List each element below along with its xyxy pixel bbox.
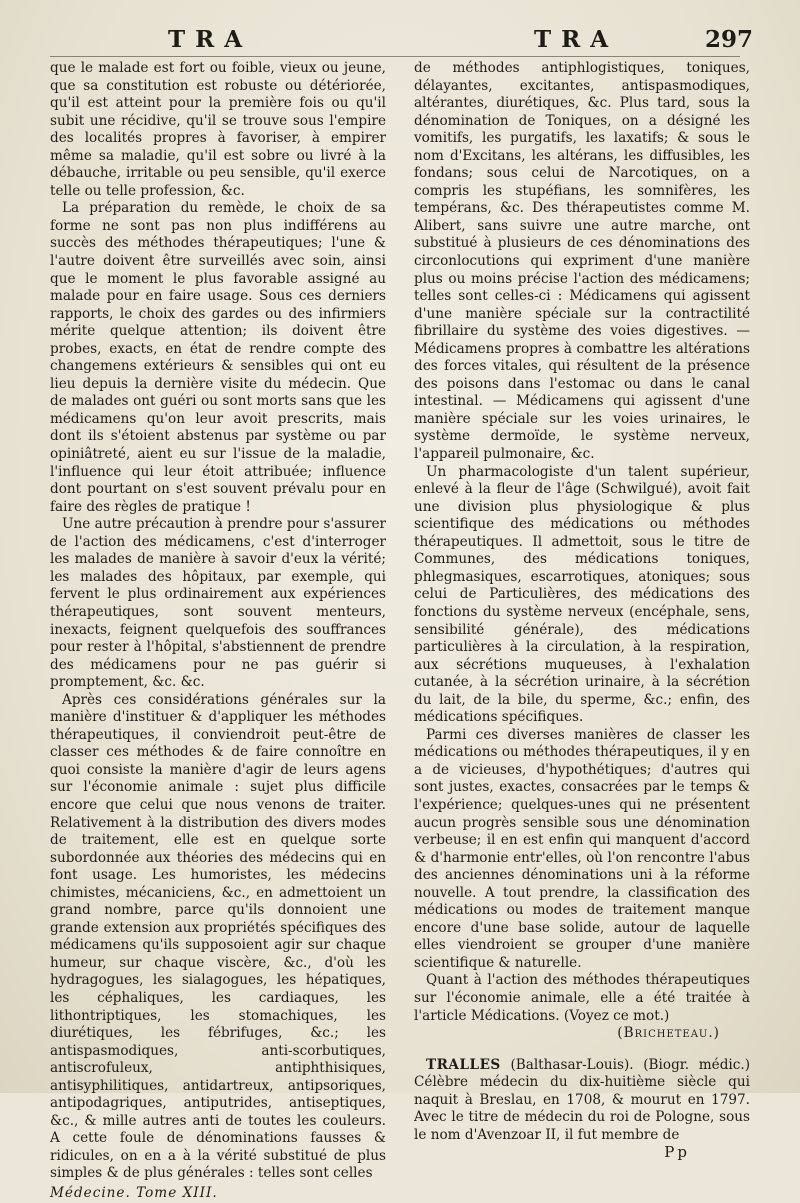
right-column	[414, 60, 750, 1162]
paragraph: Quant à l'action des méthodes thérapeutiques sur l'économie animale, elle a été traitée à l'article Médications. (Voyez ce mot.)	[414, 972, 750, 1024]
header-rule	[50, 56, 740, 57]
entry-headword: TRALLES	[426, 1056, 501, 1073]
catchword: Pp	[664, 1143, 690, 1162]
author-signature	[414, 1025, 750, 1043]
paragraph: La préparation du remède, le choix de sa forme ne sont pas non plus indifférens au succès des méthodes thérapeutiques; l'une & l'autre doivent être surveillés avec soin, ainsi que le moment le plus favorable assigné au malade pour en faire usage. Sous ces derniers rapports, le choix des gardes ou des infirmiers mérite quelque attention; ils doivent être probes, exacts, en état de rendre compte des changemens extérieurs & sensibles qui ont eu lieu depuis la dernière visite du médecin. Que de malades ont guéri ou sont morts sans que les médicamens qu'on leur avoit prescrits, mais dont ils s'étoient abstenus par système ou par opiniâtreté, aient eu sur l'issue de la maladie, l'influence qui leur étoit attribuée; influence dont pourtant on s'est souvent prévalu pour en faire des règles de pratique !	[50, 200, 386, 515]
paragraph: Un pharmacologiste d'un talent supérieur, enlevé à la fleur de l'âge (Schwilgué), avoit fait une division plus physiologique & plus scientifique des médications ou méthodes thérapeutiques. Il admettoit, sous le titre de Communes, des médications toniques, phlegmasiques, escarrotiques, atoniques; sous celui de Particulières, des médications des fonctions du système nerveux (encéphale, sens, sensibilité générale), des médications particulières à la circulation, à la respiration, aux sécrétions muqueuses, à l'exhalation cutanée, à la sécrétion urinaire, à la sécrétion du lait, de la bile, du sperme, &c.; enfin, des médications spécifiques.	[414, 463, 750, 726]
entry-text: (Balthasar-Louis). (Biogr. médic.) Célèbre médecin du dix-huitième siècle qui naquit à Breslau, en 1708, & mourut en 1797. Avec le titre de médecin du roi de Pologne, sous le nom d'Avenzoar II, il fut membre de	[414, 1056, 750, 1143]
volume-footer: Médecine. Tome XIII.	[50, 1185, 218, 1201]
page-number: 297	[705, 26, 754, 53]
paragraph: Parmi ces diverses manières de classer les médications ou méthodes thérapeutiques, il y en a de vicieuses, d'hypothétiques; d'autres qui sont justes, exactes, consacrées par le temps & l'expérience; quelques-unes qui ne présentent aucun progrès sensible sous une dénomination verbeuse; il en est enfin qui manquent d'accord & d'harmonie entr'elles, où l'on rencontre l'abus des anciennes dénominations uni à la réforme nouvelle. A tout prendre, la classification des médications ou modes de traitement manque encore d'une base solide, autour de laquelle elles viendroient se grouper d'une manière scientifique & naturelle.	[414, 726, 750, 971]
left-column	[50, 60, 386, 1203]
paragraph: Après ces considérations générales sur la manière d'instituer & d'appliquer les méthodes thérapeutiques, il conviendroit peut-être de classer ces méthodes & de faire connoître en quoi consiste la manière d'agir de leurs agens sur l'économie animale : sujet plus difficile encore que celui que nous venons de traiter. Relativement à la distribution des divers modes de traitement, elle est en quelque sorte subordonnée aux théories des médecins qui en font usage. Les humoristes, les médecins chimistes, mécaniciens, &c., en admettoient un grand nombre, parce qu'ils donnoient une grande extension aux propriétés spécifiques des médicamens qu'ils supposoient agir sur chaque humeur, sur chaque viscère, &c., d'où les hydragogues, les sialagogues, les hépatiques, les céphaliques, les cardiaques, les lithontriptiques, les stomachiques, les diurétiques, les fébrifuges, &c.; les antispasmodiques, anti-scorbutiques, antiscrofuleux, antiphthisiques, antisyphilitiques, antidartreux, antipsoriques, antipodagriques, antiputrides, antiseptiques, &c., & mille autres anti de toutes les couleurs. A cette foule de dénominations fausses & ridicules, on en a à la vérité substitué de plus simples & de plus générales : telles sont celles	[50, 691, 386, 1182]
signature-text: (Bricheteau.)	[617, 1025, 720, 1042]
running-head-right: TRA	[534, 26, 619, 53]
dictionary-entry	[414, 1057, 750, 1145]
running-head-left: TRA	[168, 26, 253, 53]
paragraph: que le malade est fort ou foible, vieux ou jeune, que sa constitution est robuste ou détériorée, qu'il est atteint pour la première fois ou qu'il subit une récidive, qu'il se trouve sous l'empire des localités propres à favoriser, à empirer même sa maladie, qu'il est sobre ou livré à la débauche, irritable ou peu sensible, qu'il exerce telle ou telle profession, &c.	[50, 60, 386, 199]
paragraph: de méthodes antiphlogistiques, toniques, délayantes, excitantes, antispasmodiques, altérantes, diurétiques, &c. Plus tard, sous la dénomination de Toniques, on a désigné les vomitifs, les purgatifs, les laxatifs; & sous le nom d'Excitans, les altérans, les diffusibles, les fondans; sous celui de Narcotiques, on a compris les stupéfians, les somnifères, les tempérans, &c. Des thérapeutistes comme M. Alibert, sans suivre une autre marche, ont substitué à plusieurs de ces dénominations des circonlocutions qui expriment d'une manière plus ou moins précise l'action des médicamens; telles sont celles-ci : Médicamens qui agissent d'une manière spéciale sur la contractilité fibrillaire du système des voies digestives. — Médicamens propres à combattre les altérations des forces vitales, qui résultent de la présence des poisons dans l'estomac ou dans le canal intestinal. — Médicamens qui agissent d'une manière spéciale sur les voies urinaires, le système dermoïde, le système nerveux, l'appareil pulmonaire, &c.	[414, 60, 750, 463]
paragraph: Une autre précaution à prendre pour s'assurer de l'action des médicamens, c'est d'interroger les malades de manière à savoir d'eux la vérité; les malades des hôpitaux, par exemple, qui fervent le plus ordinairement aux expériences thérapeutiques, sont souvent menteurs, inexacts, feignent quelquefois des souffrances pour rester à l'hôpital, s'abstiennent de prendre des médicamens pour ne pas guérir si promptement, &c. &c.	[50, 516, 386, 691]
